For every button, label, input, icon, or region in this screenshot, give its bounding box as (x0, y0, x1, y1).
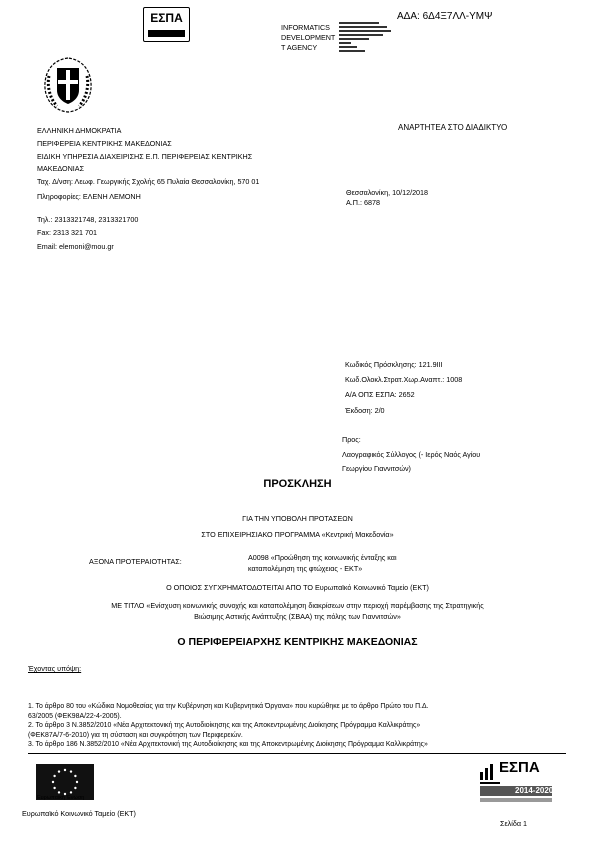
sender-line: ΕΙΔΙΚΗ ΥΠΗΡΕΣΙΑ ΔΙΑΧΕΙΡΙΣΗΣ Ε.Π. ΠΕΡΙΦΕΡΕΙΑΣ ΚΕΝΤΡΙΚΗΣ (37, 151, 253, 161)
agency-line: INFORMATICS (281, 23, 330, 32)
page-number: Σελίδα 1 (500, 819, 527, 828)
espa-footer-years: 2014-2020 (515, 786, 554, 795)
sender-line: ΠΕΡΙΦΕΡΕΙΑ ΚΕΝΤΡΙΚΗΣ ΜΑΚΕΔΟΝΙΑΣ (37, 138, 172, 148)
espa-logo-top (143, 7, 190, 42)
sender-fax: Fax: 2313 321 701 (37, 228, 97, 238)
sender-block (37, 125, 259, 204)
post-note: ΑΝΑΡΤΗΤΕΑ ΣΤΟ ΔΙΑΔΙΚΤΥΟ (398, 123, 508, 132)
axis-value (248, 552, 397, 575)
list-item: 63/2005 (ΦΕΚ98Α/22-4-2005). (28, 712, 122, 720)
ops-code: Α/Α ΟΠΣ ΕΣΠΑ: 2652 (345, 390, 415, 400)
document-date: Θεσσαλονίκη, 10/12/2018 (346, 188, 429, 197)
list-item: 2. Το άρθρο 3 Ν.3852/2010 «Νέα Αρχιτεκτονική της Αυτοδιοίκησης και της Αποκεντρωμένης Διοίκησης Πρόγραμμα Καλλικράτης» (28, 722, 421, 730)
sender-line: ΜΑΚΕΔΟΝΙΑΣ (37, 164, 85, 174)
agency-line: T AGENCY (281, 43, 318, 52)
agency-name (281, 23, 335, 53)
greek-coat-of-arms-icon (37, 54, 99, 116)
protocol-number: Α.Π.: 6878 (346, 198, 380, 207)
document-subtitle: ΓΙΑ ΤΗΝ ΥΠΟΒΟΛΗ ΠΡΟΤΑΣΕΩΝ (242, 514, 353, 523)
version: Έκδοση: 2/0 (345, 405, 385, 415)
sender-line: ΕΛΛΗΝΙΚΗ ΔΗΜΟΚΡΑΤΙΑ (37, 126, 122, 135)
sender-contact-person: Πληροφορίες: ΕΛΕΝΗ ΛΕΜΟΝΗ (37, 191, 141, 201)
footer-divider (28, 753, 566, 754)
agency-tiny-text-block (339, 21, 397, 55)
recipient-label: Προς: (342, 435, 361, 444)
document-title: ΠΡΟΣΚΛΗΣΗ (263, 478, 332, 490)
call-code: Κωδικός Πρόσκλησης: 121.9ΙΙΙ (345, 360, 443, 369)
recipient-block (342, 433, 480, 477)
list-item: 1. Το άρθρο 80 του «Κώδικα Νομοθεσίας για την Κυβέρνηση και Κυβερνητικά Όργανα» που κυρώθηκε με το άρθρο Πρώτο του Π.Δ. (28, 703, 429, 710)
codes-block (345, 357, 462, 418)
sender-phone: Τηλ.: 2313321748, 2313321700 (37, 215, 139, 224)
topic-line: ΜΕ ΤΙΤΛΟ «Ενίσχυση κοινωνικής συνοχής και καταπολέμηση διακρίσεων στην περιοχή παρέμβασης της Στρατηγικής (111, 601, 484, 610)
eu-caption: Ευρωπαϊκή Ένωση (37, 795, 85, 801)
topic-block (0, 600, 595, 623)
list-item: 3. Το άρθρο 186 Ν.3852/2010 «Νέα Αρχιτεκτονική της Αυτοδιοίκησης και της Αποκεντρωμένης Διοίκησης Πρόγραμμα Καλλικράτης» (28, 741, 428, 749)
espa-logo-word: ΕΣΠΑ (150, 11, 183, 25)
topic-line: Βιώσιμης Αστικής Ανάπτυξης (ΣΒΑΑ) της πόλης των Γιαννιτσών» (194, 612, 401, 622)
considerations-list (28, 702, 428, 750)
strategy-code: Κωδ.Ολοκλ.Στρατ.Χωρ.Αναπτ.: 1008 (345, 375, 463, 385)
footer-fund: Ευρωπαϊκό Κοινωνικό Ταμείο (ΕΚΤ) (22, 809, 136, 818)
espa-footer-word: ΕΣΠΑ (499, 759, 540, 776)
espa-logo-bar (148, 30, 185, 37)
axis-value-line: καταπολέμηση της φτώχειας - ΕΚΤ» (248, 564, 363, 574)
recipient-line: Γεωργίου Γιαννιτσών) (342, 464, 411, 474)
sender-contacts (37, 214, 138, 253)
funding-line: Ο ΟΠΟΙΟΣ ΣΥΓΧΡΗΜΑΤΟΔΟΤΕΙΤΑΙ ΑΠΟ ΤΟ Ευρωπαϊκό Κοινωνικό Ταμείο (ΕΚΤ) (166, 583, 429, 592)
authority-heading: Ο ΠΕΡΙΦΕΡΕΙΑΡΧΗΣ ΚΕΝΤΡΙΚΗΣ ΜΑΚΕΔΟΝΙΑΣ (177, 636, 418, 648)
list-item: (ΦΕΚ87Α/7-6-2010) για τη σύσταση και συγκρότηση των Περιφερειών. (28, 731, 243, 739)
sender-email[interactable]: Email: elemoni@mou.gr (37, 241, 114, 251)
recipient-line: Λαογραφικός Σύλλογος (- Ιερός Ναός Αγίου (342, 449, 481, 459)
program-line: ΣΤΟ ΕΠΙΧΕΙΡΗΣΙΑΚΟ ΠΡΟΓΡΑΜΜΑ «Κεντρική Μακεδονία» (201, 530, 394, 539)
agency-line: DEVELOPMENT (281, 33, 336, 42)
ada-code: ΑΔΑ: 6Δ4Ξ7ΛΛ-ΥΜΨ (397, 11, 493, 22)
axis-value-line: Α0098 «Προώθηση της κοινωνικής ένταξης και (248, 553, 397, 562)
axis-label: ΑΞΟΝΑ ΠΡΟΤΕΡΑΙΟΤΗΤΑΣ: (89, 557, 182, 566)
considering-heading: Έχοντας υπόψη: (28, 664, 82, 673)
sender-address: Ταχ. Δ/νση: Λεωφ. Γεωργικής Σχολής 65 Πυλαία Θεσσαλονίκη, 570 01 (37, 177, 260, 187)
